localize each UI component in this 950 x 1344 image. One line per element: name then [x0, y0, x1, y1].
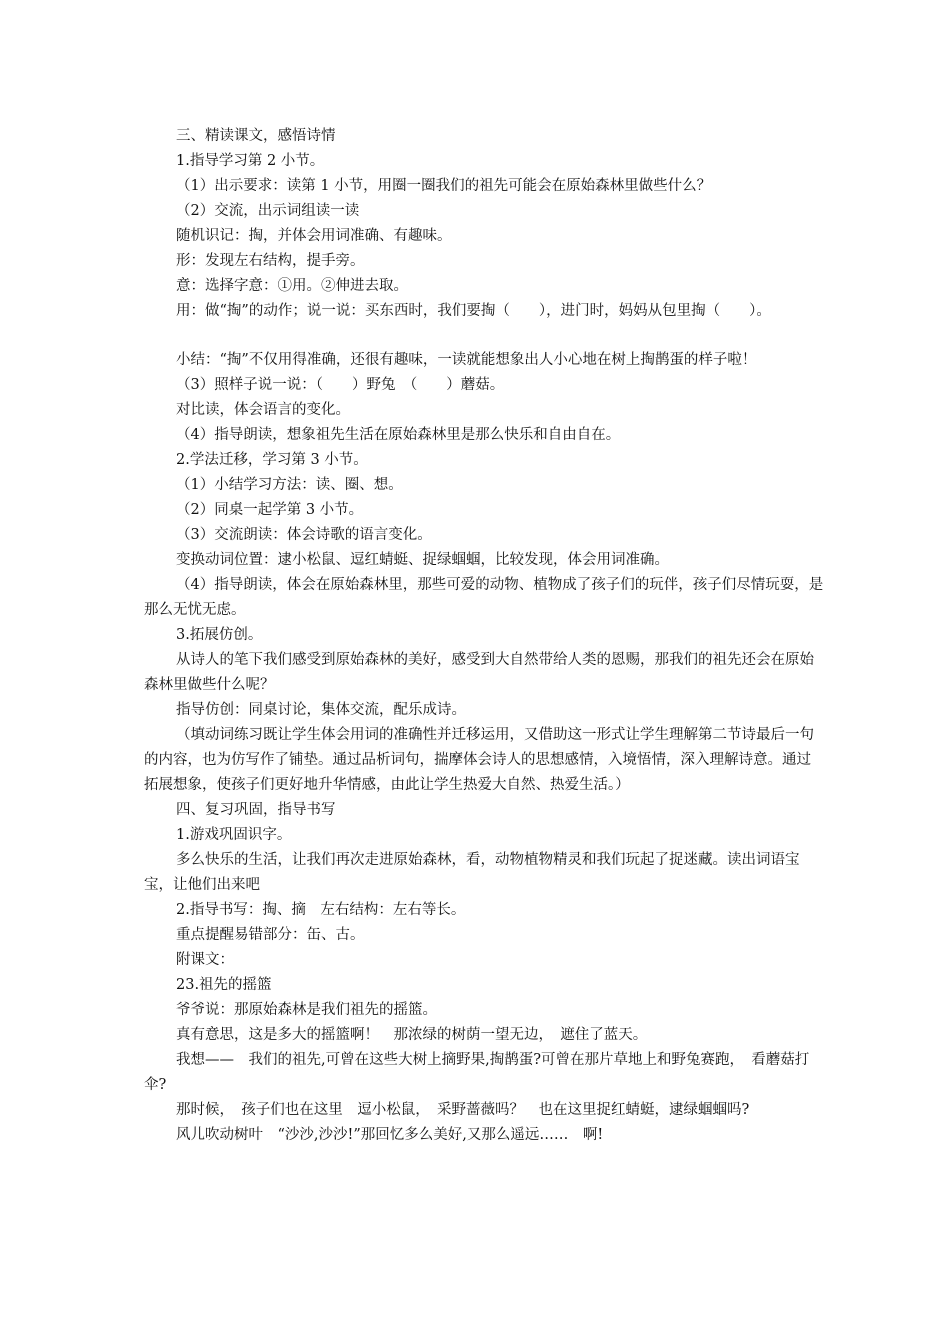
step-1: （1）小结学习方法：读、圈、想。 [176, 477, 403, 493]
poem-title: 23.祖先的摇篮 [176, 977, 272, 993]
step-3: （3）照样子说一说：（ ）野兔 （ ）蘑菇。 [176, 377, 505, 393]
poem-line: 那时候， 孩子们也在这里 逗小松鼠， 采野蔷薇吗？ 也在这里捉红蜻蜓，逮绿蝈蝈吗? [176, 1102, 750, 1118]
poem-line: 爷爷说：那原始森林是我们祖先的摇篮。 [176, 1002, 437, 1018]
step-3: （3）交流朗读：体会诗歌的语言变化。 [176, 527, 432, 543]
step-4: （4）指导朗读，体会在原始森林里，那些可爱的动物、植物成了孩子们的玩伴，孩子们尽情玩耍，是那么无忧无虑。 [144, 577, 824, 618]
poem-line: 风儿吹动树叶 “沙沙,沙沙!”那回忆多么美好,又那么遥远…… 啊! [176, 1127, 604, 1143]
step-1: （1）出示要求：读第 1 小节，用圈一圈我们的祖先可能会在原始森林里做些什么？ [176, 178, 712, 194]
paragraph: 形：发现左右结构，提手旁。 [176, 253, 365, 269]
paragraph: 重点提醒易错部分：缶、古。 [176, 927, 365, 943]
paragraph: 意：选择字意：①用。②伸进去取。 [176, 278, 408, 294]
paragraph: 随机识记：掏，并体会用词准确、有趣味。 [176, 228, 452, 244]
subsection-3: 3.拓展仿创。 [176, 627, 263, 643]
paragraph: 从诗人的笔下我们感受到原始森林的美好，感受到大自然带给人类的恩赐，那我们的祖先还会在原始森林里做些什么呢？ [144, 652, 814, 693]
paragraph: 多么快乐的生活，让我们再次走进原始森林，看，动物植物精灵和我们玩起了捉迷藏。读出词语宝宝，让他们出来吧 [144, 852, 800, 893]
section-heading-4: 四、复习巩固，指导书写 [176, 802, 336, 818]
appendix-label: 附课文： [176, 952, 234, 968]
design-note: （填动词练习既让学生体会用词的准确性并迁移运用，又借助这一形式让学生理解第二节诗最后一句的内容，也为仿写作了铺垫。通过品析词句，揣摩体会诗人的思想感情，入境悟情，深入理解诗意。通过拓展想象，使孩子们更好地升华情感，由此让学生热爱大自然、热爱生活。） [144, 727, 814, 793]
subsection-2: 2.指导书写：掏、摘 左右结构：左右等长。 [176, 902, 466, 918]
poem-line: 真有意思，这是多大的摇篮啊！ 那浓绿的树荫一望无边， 遮住了蓝天。 [176, 1027, 648, 1043]
paragraph: 变换动词位置：逮小松鼠、逗红蜻蜓、捉绿蝈蝈，比较发现，体会用词准确。 [176, 552, 669, 568]
step-2: （2）交流，出示词组读一读 [176, 203, 360, 219]
paragraph: 用：做“掏”的动作；说一说：买东西时，我们要掏（ ），进门时，妈妈从包里掏（ ）。 [176, 303, 771, 319]
paragraph: 指导仿创：同桌讨论，集体交流，配乐成诗。 [176, 702, 466, 718]
section-heading-3: 三、精读课文，感悟诗情 [176, 128, 336, 144]
poem-line: 我想—— 我们的祖先,可曾在这些大树上摘野果,掏鹊蛋?可曾在那片草地上和野兔赛跑， 看蘑菇打伞? [144, 1052, 810, 1093]
summary: 小结：“掏”不仅用得准确，还很有趣味，一读就能想象出人小心地在树上掏鹊蛋的样子啦！ [176, 352, 757, 368]
subsection-1: 1.指导学习第 2 小节。 [176, 153, 325, 169]
subsection-1: 1.游戏巩固识字。 [176, 827, 292, 843]
subsection-2: 2.学法迁移，学习第 3 小节。 [176, 452, 368, 468]
paragraph: 对比读，体会语言的变化。 [176, 402, 350, 418]
step-4: （4）指导朗读，想象祖先生活在原始森林里是那么快乐和自由自在。 [176, 427, 621, 443]
document-body [144, 124, 824, 1148]
spacer [144, 324, 824, 348]
step-2: （2）同桌一起学第 3 小节。 [176, 502, 364, 518]
